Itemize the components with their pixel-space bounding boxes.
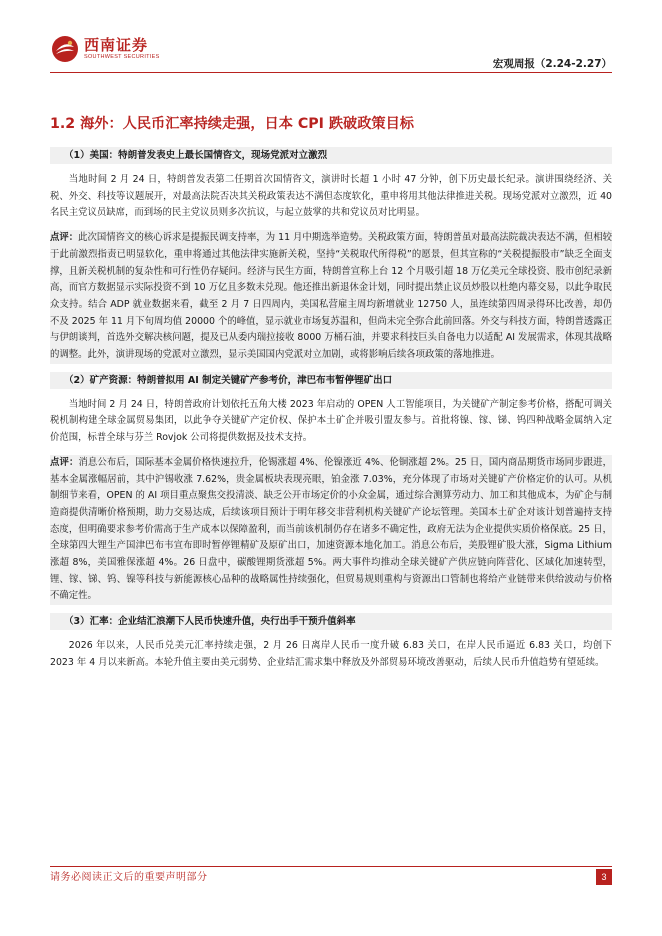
main-content <box>50 114 612 680</box>
logo-chinese-name: 西南证券 <box>84 36 149 54</box>
paragraph-minerals-summary: 当地时间 2 月 24 日，特朗普政府计划依托五角大楼 2023 年启动的 OPEN 人工智能项目，为关键矿产制定参考价格，搭配可调关税机制构建全球金属贸易集团，以此争夺关键矿产定价权、保护本土矿企并吸引盟友参与。首批将镍、镓、锑、钨四种战略金属纳入定价范围，标普全球与芬兰 Rovjok 公司将提供数据及技术支持。 <box>50 398 612 444</box>
comment-label: 点评： <box>50 232 79 244</box>
subsection-heading-us: （1）美国：特朗普发表史上最长国情咨文，现场党派对立激烈 <box>50 147 612 164</box>
header-divider <box>50 72 612 73</box>
company-logo <box>50 34 160 64</box>
subsection-heading-fx: （3）汇率：企业结汇浪潮下人民币快速升值，央行出手干预升值斜率 <box>50 613 612 630</box>
paragraph-fx-summary: 2026 年以来，人民币兑美元汇率持续走强，2 月 26 日离岸人民币一度升破 6.83 关口，在岸人民币逼近 6.83 关口，均创下 2023 年 4 月以来新高。本轮升值主要由美元弱势、企业结汇需求集中释放及外部贸易环境改善驱动，后续人民币升值趋势有望延续。 <box>50 640 612 668</box>
logo-english-name: SOUTHWEST SECURITIES <box>84 54 160 60</box>
footer-disclaimer: 请务必阅读正文后的重要声明部分 <box>50 872 208 883</box>
page-header <box>0 0 662 72</box>
report-title: 宏观周报（2.24-2.27） <box>492 58 612 70</box>
footer-divider <box>50 866 612 867</box>
paragraph-minerals-comment: 点评：消息公布后，国际基本金属价格快速拉升，伦锡涨超 4%、伦镍涨近 4%、伦铜涨超 2%。25 日，国内商品期货市场同步跟进，基本金属涨幅居前，其中沪锡收涨 7.62%，贵金属板块表现亮眼，铂金涨 7.03%，充分体现了市场对关键矿产价格定价的认可。从机制细节来看，OPEN 的 AI 项目重点聚焦交投清淡、缺乏公开市场定价的小众金属，通过综合测算劳动力、加工和其他成本，为矿企与制造商提供清晰价格预期，助力交易达成，后续该项目预计于明年移交非营利机构关键矿产论坛管理。美国本土矿企对该计划普遍持支持态度，但明确要求参考价需高于生产成本以保障盈利，而当前该机制仍存在诸多不确定性，政府无法为企业提供实质价格保底。25 日，全球第四大锂生产国津巴布韦宣布即时暂停锂精矿及原矿出口，加速资源本地化加工。消息公布后，美股锂矿股大涨，Sigma Lithium 涨超 8%，美国雅保涨超 4%。26 日盘中，碳酸锂期货涨超 5%。两大事件均推动全球关键矿产供应链向阵营化、区域化加速转型，锂、镓、锑、钨、镍等科技与新能源核心品种的战略属性持续强化，但贸易规则重构与资源出口管制也将给产业链带来供给波动与价格不确定性。 <box>50 455 612 605</box>
page-number: 3 <box>596 869 612 885</box>
section-title: 1.2 海外：人民币汇率持续走强，日本 CPI 跌破政策目标 <box>50 116 414 132</box>
paragraph-us-comment: 点评：此次国情咨文的核心诉求是提振民调支持率，为 11 月中期选举造势。关税政策方面，特朗普虽对最高法院裁决表达不满，但相较于此前激烈指责已明显软化，重申将通过其他法律实施新关税，坚持“关税取代所得税”的愿景，但其宣称的“关税提振股市”缺乏全面支撑，且新关税机制的复杂性和可行性仍存疑问。经济与民生方面，特朗普宣称上台 12 个月吸引超 18 万亿美元全球投资、股市创纪录新高，而官方数据显示实际投资不到 10 万亿且多数未兑现。他还推出新退休金计划，同时提出禁止议员炒股以杜绝内幕交易，以此争取民众支持。结合 ADP 就业数据来看，截至 2 月 7 日四周内，美国私营雇主周均新增就业 12750 人，虽连续第四周录得环比改善，却仍不及 2025 年 11 月下旬周均值 20000 个的峰值，显示就业市场复苏温和，但尚未完全弥合此前回落。外交与科技方面，特朗普透露正与伊朗谈判，首选外交解决核问题，提及已从委内瑞拉接收 8000 万桶石油，并要求科技巨头自备电力以适配 AI 发展需求，体现其战略的调整。此外，演讲现场的党派对立激烈，显示美国国内党派对立加剧，或将影响后续各项政策的落地推进。 <box>50 230 612 364</box>
paragraph-us-summary: 当地时间 2 月 24 日，特朗普发表第二任期首次国情咨文，演讲时长超 1 小时 47 分钟，创下历史最长纪录。演讲围绕经济、关税、外交、科技等议题展开，对最高法院否决其关税政策表达不满但态度软化，重申将用其他法律推进关税。现场党派对立激烈，近 40 名民主党议员缺席，而到场的民主党议员则多次抗议，与起立鼓掌的共和党议员对比明显。 <box>50 174 612 219</box>
subsection-heading-minerals: （2）矿产资源：特朗普拟用 AI 制定关键矿产参考价，津巴布韦暂停锂矿出口 <box>50 372 612 389</box>
comment-label: 点评： <box>50 456 79 468</box>
company-logo-icon <box>50 34 80 64</box>
